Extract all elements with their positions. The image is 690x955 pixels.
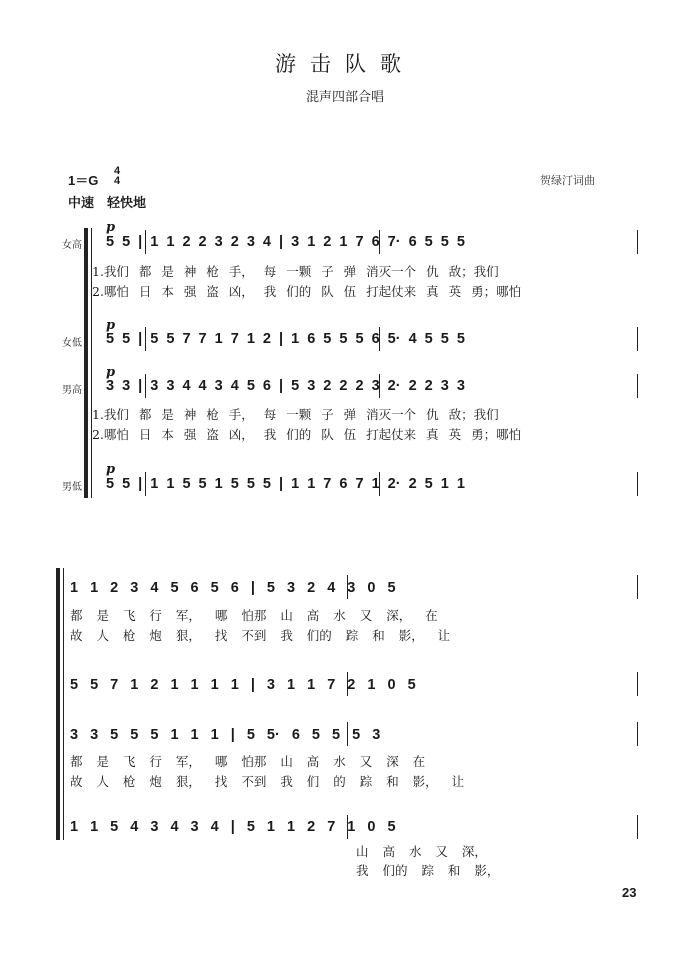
lyric-row: 山 高 水 又 深， [356,844,487,859]
dynamic-p: p [106,318,116,333]
barline [637,374,638,398]
lyric-row: 2.哪怕 日 本 强 盗 凶， 我 们的 队 伍 打起仗来 真 英 勇；哪怕 [92,284,522,299]
barline [637,230,638,254]
barline [637,672,638,696]
dynamic-p: p [106,462,116,477]
barline [637,472,638,496]
notation-row-tenor: 3 3 5 5 5 1 1 1 | 5 5· 6 5 5 5 3 [70,727,381,743]
barline [637,327,638,351]
lyric-row: 都 是 飞 行 军， 哪 怕那 山 高 水 又 深， 在 [70,608,438,623]
system-bracket-line [63,568,64,840]
time-signature: 4 4 [114,165,121,187]
page-title: 游击队歌 [275,52,415,76]
voice-label-soprano: 女高 [62,240,82,251]
dynamic-p: p [106,365,116,380]
notation-row-bass: 5 5 | 1 1 5 5 1 5 5 5 | 1 1 7 6 7 1 2· 2 5 1 1 [106,476,465,492]
lyric-row: 故 人 枪 炮 狠， 找 不到 我 们 的 踪 和 影， 让 [70,774,465,789]
barline [637,722,638,746]
notation-row-alto: 5 5 | 5 5 7 7 1 7 1 2 | 1 6 5 5 5 6 5· 4 5 5 5 [106,331,465,347]
barline [637,815,638,839]
notation-row-soprano: 1 1 2 3 4 5 6 5 6 | 5 3 2 4 3 0 5 [70,580,396,596]
notation-row-soprano: 5 5 | 1 1 2 2 3 2 3 4 | 3 1 2 1 7 6 7· 6 5 5 5 [106,234,465,250]
lyric-row: 故 人 枪 炮 狠， 找 不到 我 们的 踪 和 影， 让 [70,628,451,643]
dynamic-p: p [106,220,116,235]
system-brace [84,228,88,498]
credit: 贺绿汀词曲 [540,174,595,187]
system-brace [56,568,60,840]
tempo-marking: 中速 轻快地 [68,195,147,210]
page-number: 23 [622,885,637,900]
lyric-row: 都 是 飞 行 军， 哪 怕那 山 高 水 又 深 在 [70,754,426,769]
lyric-row: 1.我们 都 是 神 枪 手， 每 一颗 子 弹 消灭一个 仇 敌；我们 [92,407,499,422]
notation-row-alto: 5 5 7 1 2 1 1 1 1 | 3 1 1 7 2 1 0 5 [70,677,416,693]
key-signature: 1＝G [68,173,99,188]
voice-label-bass: 男低 [62,482,82,493]
lyric-row: 2.哪怕 日 本 强 盗 凶， 我 们的 队 伍 打起仗来 真 英 勇；哪怕 [92,427,522,442]
notation-row-tenor: 3 3 | 3 3 4 4 3 4 5 6 | 5 3 2 2 2 3 2· 2 2 3 3 [106,378,465,394]
voice-label-alto: 女低 [62,338,82,349]
lyric-row: 1.我们 都 是 神 枪 手， 每 一颗 子 弹 消灭一个 仇 敌；我们 [92,264,499,279]
lyric-row: 我 们的 踪 和 影， [356,863,500,878]
voice-label-tenor: 男高 [62,385,82,396]
notation-row-bass: 1 1 5 4 3 4 3 4 | 5 1 1 2 7 1 0 5 [70,819,396,835]
page-subtitle: 混声四部合唱 [305,90,384,105]
barline [637,575,638,599]
